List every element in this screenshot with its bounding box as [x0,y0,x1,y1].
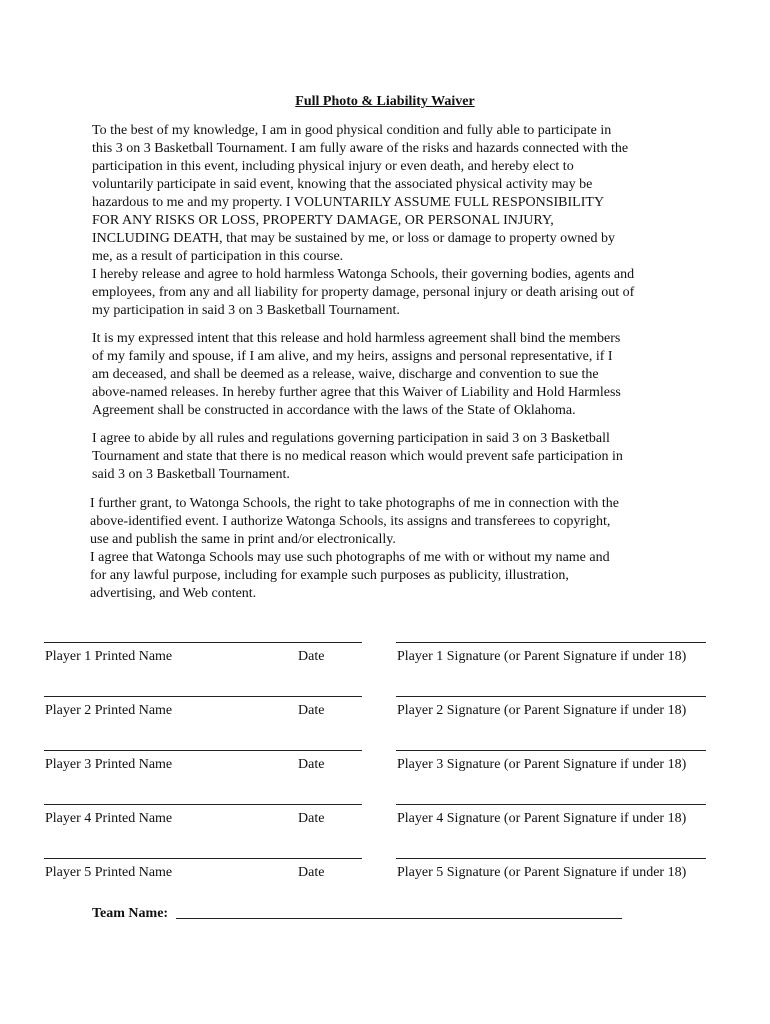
health-release-paragraph [92,122,692,320]
text-line: INCLUDING DEATH, that may be sustained by me, or loss or damage to property owned by [92,231,615,246]
player-3-date-label: Date [298,757,325,772]
text-line: advertising, and Web content. [90,586,257,601]
player-3-name-line[interactable] [44,750,362,751]
player-1-name-line[interactable] [44,642,362,643]
player-5-date-label: Date [298,865,325,880]
text-line: above-named releases. In hereby further agree that this Waiver of Liability and Hold Harmless [92,385,621,400]
player-4-date-label: Date [298,811,325,826]
player-5-name-label: Player 5 Printed Name [45,865,173,880]
player-3-name-label: Player 3 Printed Name [45,757,173,772]
text-line: I agree that Watonga Schools may use such photographs of me with or without my name and [90,550,610,565]
player-4-name-label: Player 4 Printed Name [45,811,173,826]
player-3-signature-line[interactable] [396,750,706,751]
player-1-name-label: Player 1 Printed Name [45,649,173,664]
player-4-name-line[interactable] [44,804,362,805]
intent-paragraph [92,330,670,420]
text-line: I agree to abide by all rules and regulations governing participation in said 3 on 3 Basketball [92,431,610,446]
text-line: I further grant, to Watonga Schools, the right to take photographs of me in connection with the [90,496,619,511]
player-5-name-line[interactable] [44,858,362,859]
text-line: Agreement shall be constructed in accordance with the laws of the State of Oklahoma. [92,403,576,418]
player-1-date-label: Date [298,649,325,664]
player-3-signature-label: Player 3 Signature (or Parent Signature if under 18) [397,757,687,772]
document-title: Full Photo & Liability Waiver [295,94,475,109]
player-2-signature-line[interactable] [396,696,706,697]
photo-release-paragraph [90,495,680,603]
text-line: employees, from any and all liability for property damage, personal injury or death arising out of [92,285,635,300]
text-line: this 3 on 3 Basketball Tournament. I am fully aware of the risks and hazards connected with the [92,141,629,156]
text-line: voluntarily participate in said event, knowing that the associated physical activity may be [92,177,593,192]
text-line: To the best of my knowledge, I am in good physical condition and fully able to participate in [92,123,612,138]
player-4-signature-line[interactable] [396,804,706,805]
player-5-signature-line[interactable] [396,858,706,859]
text-line: It is my expressed intent that this release and hold harmless agreement shall bind the members [92,331,621,346]
player-2-name-line[interactable] [44,696,362,697]
text-line: said 3 on 3 Basketball Tournament. [92,467,290,482]
text-line: for any lawful purpose, including for example such purposes as publicity, illustration, [90,568,569,583]
text-line: my participation in said 3 on 3 Basketball Tournament. [92,303,400,318]
player-2-signature-label: Player 2 Signature (or Parent Signature if under 18) [397,703,687,718]
text-line: above-identified event. I authorize Watonga Schools, its assigns and transferees to copyright, [90,514,611,529]
text-line: use and publish the same in print and/or electronically. [90,532,396,547]
rules-paragraph [92,430,672,484]
team-name-line[interactable] [176,918,622,919]
text-line: hazardous to me and my property. I VOLUNTARILY ASSUME FULL RESPONSIBILITY [92,195,605,210]
player-5-signature-label: Player 5 Signature (or Parent Signature if under 18) [397,865,687,880]
text-line: of my family and spouse, if I am alive, and my heirs, assigns and personal representative, if I [92,349,613,364]
text-line: I hereby release and agree to hold harmless Watonga Schools, their governing bodies, agents and [92,267,635,282]
player-2-date-label: Date [298,703,325,718]
text-line: am deceased, and shall be deemed as a release, waive, discharge and convention to sue the [92,367,599,382]
player-2-name-label: Player 2 Printed Name [45,703,173,718]
player-1-signature-label: Player 1 Signature (or Parent Signature if under 18) [397,649,687,664]
text-line: me, as a result of participation in this course. [92,249,344,264]
player-1-signature-line[interactable] [396,642,706,643]
team-name-label: Team Name: [92,906,169,921]
text-line: FOR ANY RISKS OR LOSS, PROPERTY DAMAGE, OR PERSONAL INJURY, [92,213,554,228]
text-line: participation in this event, including physical injury or even death, and hereby elect to [92,159,574,174]
player-4-signature-label: Player 4 Signature (or Parent Signature if under 18) [397,811,687,826]
text-line: Tournament and state that there is no medical reason which would prevent safe participation in [92,449,623,464]
